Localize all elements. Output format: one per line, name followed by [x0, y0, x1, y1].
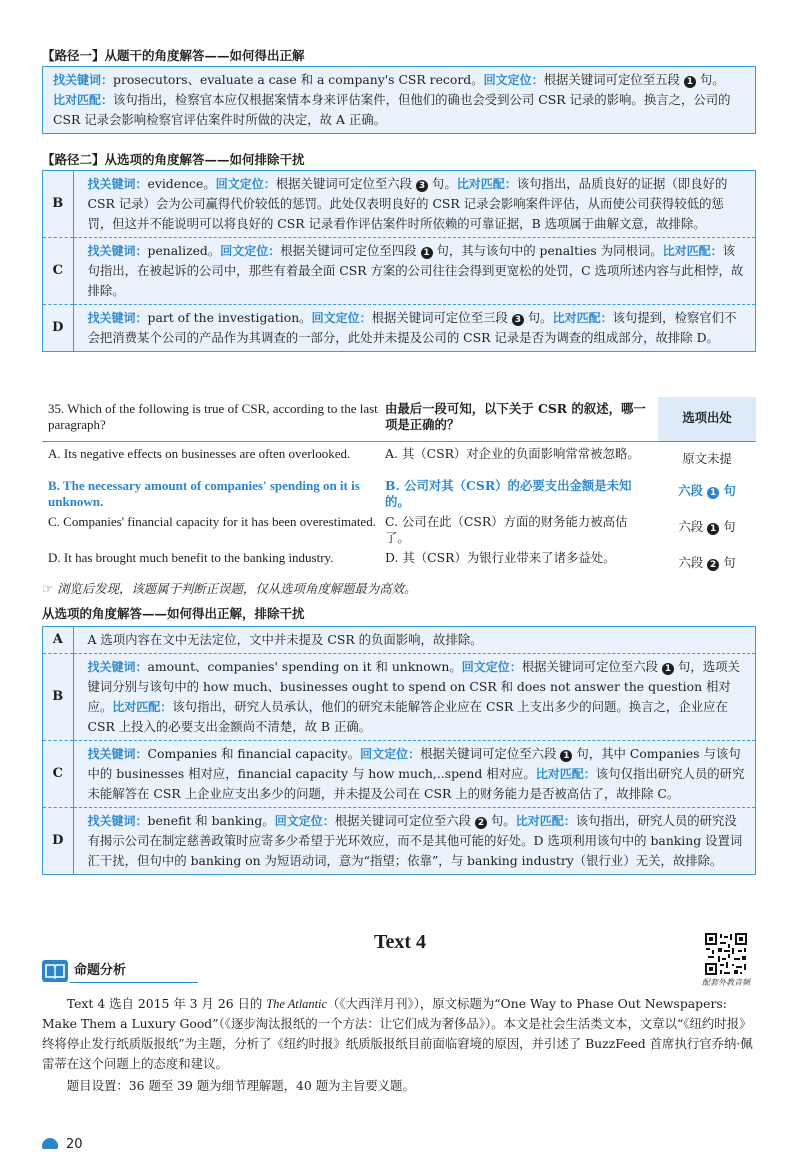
option-row: [43, 305, 755, 352]
analysis-row: [43, 654, 755, 741]
text4-title: Text 4: [373, 931, 427, 953]
option-row: [43, 238, 755, 305]
pointer-icon: ☞: [42, 581, 54, 596]
text4-analysis: Text 4 选自 2015 年 3 月 26 日的 The Atlantic（《大西洋月刊》），原文标题为“One Way to Phase Out Newspapers: Make Them a Luxury Good”（《逐步淘汰报纸的一个方法：让它们成为奢侈品》）。本文是社会生活类文本，文章以“《纽约时报》终将停止发行纸质版报纸”为主题，分析了《纽约时报》纸质版报纸目前面临窘境的原因，并引述了 BuzzFeed 首席执行官乔纳·佩雷蒂在这个问题上的态度和建议。: [42, 996, 753, 1071]
qr-code-icon: [704, 932, 748, 976]
q35-option-source: 六段 2 句: [678, 555, 736, 570]
sentence-number: 2: [475, 817, 487, 829]
option-letter: C: [43, 741, 73, 808]
sentence-number: 1: [684, 76, 696, 88]
q35-option-cn: C. 公司在此（CSR）方面的财务能力被高估了。: [385, 514, 628, 545]
path2-box: [42, 170, 756, 352]
q35-question-en: 35. Which of the following is true of CSR, according to the last paragraph?: [48, 401, 378, 432]
option-body: 找关键词：part of the investigation。回文定位：根据关键词可定位至三段 3 句。比对匹配：该句提到，检察官们不会把消费某个公司的产品作为其调查的一部分，此处并未提及公司的 CSR 记录是否为调查的组成部分，故排除 D。: [73, 305, 755, 352]
q35-option-source: 六段 1 句: [678, 483, 736, 498]
sentence-number: 1: [662, 663, 674, 675]
q35-option-cn: B. 公司对其（CSR）的必要支出金额是未知的。: [385, 478, 632, 509]
option-row: [43, 171, 755, 238]
sentence-number: 1: [560, 750, 572, 762]
q35-divider: [42, 441, 756, 442]
path1-box: [42, 66, 756, 134]
locate-label: 回文定位：: [483, 73, 544, 87]
q35-option-source: 原文未提: [682, 451, 732, 466]
q35-option-cn: A. 其（CSR）对企业的负面影响常常被忽略。: [385, 446, 640, 461]
locate-text: 根据关键词可定位至五段: [543, 72, 680, 87]
q35-options-box: [42, 626, 756, 875]
q35-options-table: [43, 627, 755, 874]
q35-question-cn: 由最后一段可知，以下关于 CSR 的叙述，哪一项是正确的？: [385, 401, 646, 432]
sentence-number: 3: [416, 180, 428, 192]
source-header: 选项出处: [682, 410, 732, 425]
page-footer: [42, 1134, 83, 1155]
option-letter: D: [43, 808, 73, 875]
section-label: [42, 960, 190, 984]
locate-suffix: 句。: [699, 72, 725, 87]
sentence-number: 1: [707, 487, 719, 499]
browse-note: [42, 579, 756, 599]
option-letter: B: [43, 171, 73, 238]
sentence-number: 1: [707, 523, 719, 535]
q35-table: [42, 397, 756, 575]
option-letter: B: [43, 654, 73, 741]
q35-option-source: 六段 1 句: [678, 519, 736, 534]
option-body: 找关键词：evidence。回文定位：根据关键词可定位至六段 3 句。比对匹配：该句指出，品质良好的证据（即良好的 CSR 记录）会为公司赢得代价较低的惩罚。此处仅表明良好的 CSR 记录会影响案件评估，从而使公司获得较低的惩罚，但这并不能说明可以将良好的 CSR 记录看作评估案件时所依赖的可靠证据，B 选项属于曲解文意，故排除。: [87, 176, 728, 231]
q35-option-en: C. Companies' financial capacity for it has been overestimated.: [48, 514, 376, 529]
keywords-text: prosecutors、evaluate a case 和 a company's CSR record。: [113, 72, 484, 87]
qr-code[interactable]: [704, 932, 748, 976]
option-letter: C: [43, 238, 73, 305]
q35-option-en: A. Its negative effects on businesses are often overlooked.: [48, 446, 351, 461]
section-label-text: 命题分析: [74, 963, 127, 978]
match-label: 比对匹配：: [53, 93, 114, 107]
page-number: 20: [65, 1137, 83, 1152]
qr-caption: 配套外教音频: [702, 978, 750, 987]
analysis-row: [43, 627, 755, 654]
analysis-row: [43, 808, 755, 875]
path2-options-table: [43, 171, 755, 351]
path2-heading: 【路径二】从选项的角度解答——如何排除干扰: [42, 152, 305, 167]
options-heading: 从选项的角度解答——如何得出正解，排除干扰: [42, 606, 305, 621]
browse-note-text: 浏览后发现，该题属于判断正误题，仅从选项角度解题最为高效。: [57, 581, 417, 596]
option-body: A 选项内容在文中无法定位，文中并未提及 CSR 的负面影响，故排除。: [87, 632, 483, 647]
sentence-number: 1: [421, 247, 433, 259]
keywords-label: 找关键词：: [53, 73, 114, 87]
option-body: 找关键词：benefit 和 banking。回文定位：根据关键词可定位至六段 2 句。比对匹配：该句指出，研究人员的研究没有揭示公司在制定慈善政策时应寄多少希望于光环效应，而不是其他可能的好处。D 选项利用该句中的 banking 设置词汇干扰，但句中的 banking on 为短语动词，意为“指望；依靠”，与 banking industry（银行业）无关，故排除。: [73, 808, 755, 875]
option-letter: A: [43, 627, 73, 654]
footer-icon: [42, 1138, 58, 1149]
q35-option-en: D. It has brought much benefit to the banking industry.: [48, 550, 334, 565]
text4-setup: 题目设置：36 题至 39 题为细节理解题，40 题为主旨要义题。: [66, 1078, 415, 1093]
book-icon: [42, 960, 68, 982]
analysis-row: [43, 741, 755, 808]
sentence-number: 3: [512, 314, 524, 326]
q35-option-cn: D. 其（CSR）为银行业带来了诸多益处。: [385, 550, 616, 565]
match-text: 该句指出，检察官本应仅根据案情本身来评估案件，但他们的确也会受到公司 CSR 记录的影响。换言之，公司的 CSR 记录会影响检察官评估案件时所做的决定，故 A 正确。: [53, 92, 731, 127]
sentence-number: 2: [707, 559, 719, 571]
option-body: 找关键词：Companies 和 financial capacity。回文定位：根据关键词可定位至六段 1 句，其中 Companies 与该句中的 businesses 相对应，financial capacity 与 how much,..spend 相对应。比对匹配：该句仅指出研究人员的研究未能解答在 CSR 上企业应支出多少的问题，并未提及公司在 CSR 上的财务能力是否被高估了，故排除 C。: [73, 741, 755, 808]
q35-option-en: B. The necessary amount of companies' spending on it is unknown.: [48, 478, 360, 509]
path1-heading: 【路径一】从题干的角度解答——如何得出正解: [42, 48, 305, 63]
option-body: 找关键词：amount、companies' spending on it 和 unknown。回文定位：根据关键词可定位至六段 1 句，选项关键词分别与该句中的 how much、businesses ought to spend on CSR 和 does not answer the question 相对应。比对匹配：该句指出，研究人员承认，他们的研究未能解答企业应在 CSR 上支出多少的问题。换言之，企业应在 CSR 上投入的必要支出金额尚不清楚，故 B 正确。: [73, 654, 755, 741]
option-letter: D: [43, 305, 73, 352]
section-underline: [70, 982, 198, 983]
option-body: 找关键词：penalized。回文定位：根据关键词可定位至四段 1 句，其与该句中的 penalties 为同根词。比对匹配：该句指出，在被起诉的公司中，那些有着最全面 CSR 方案的公司往往会得到更宽松的处罚，C 选项所述内容与此相悖，故排除。: [73, 238, 755, 305]
